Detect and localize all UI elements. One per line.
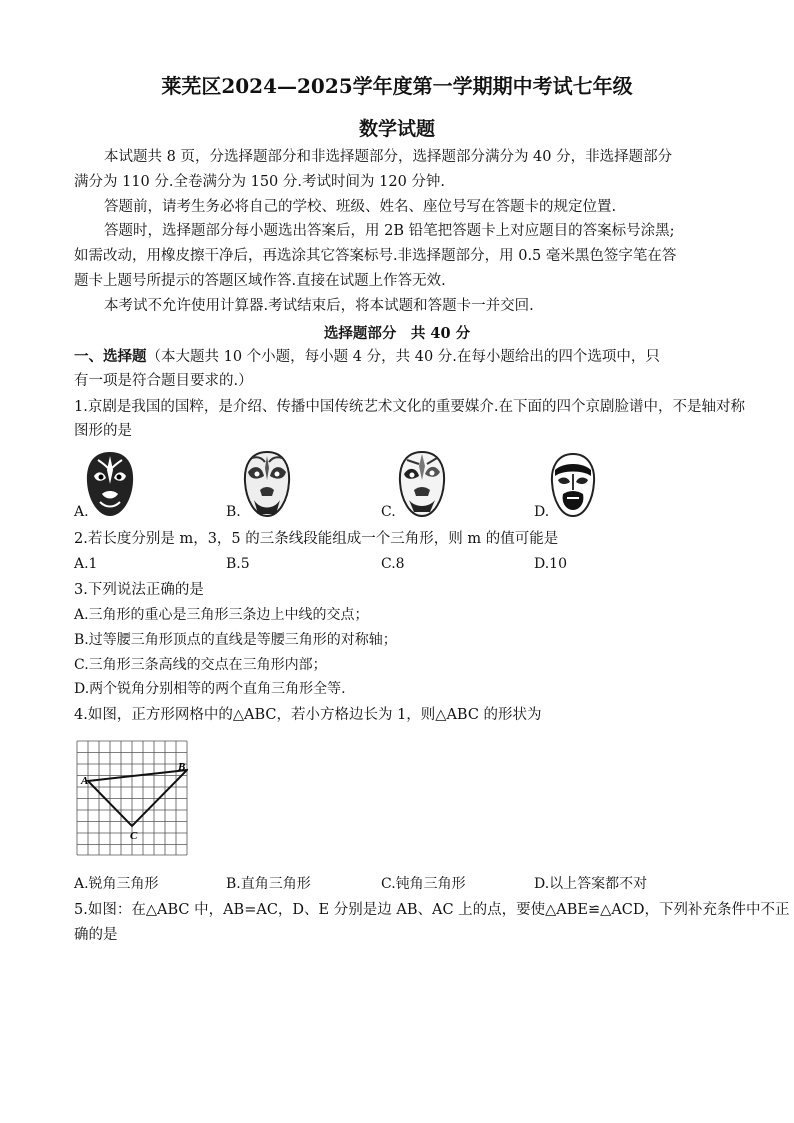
q2-option-d[interactable]: D.10 [534, 556, 567, 572]
q3-option-b[interactable]: B.过等腰三角形顶点的直线是等腰三角形的对称轴； [74, 632, 397, 648]
q1-option-b[interactable]: B. [226, 504, 241, 520]
q4-label-a: A [81, 775, 89, 787]
q3-option-a[interactable]: A.三角形的重心是三角形三条边上中线的交点； [74, 607, 369, 623]
q3-stem: 3.下列说法正确的是 [74, 582, 204, 598]
opera-mask-a-icon [84, 450, 136, 518]
part1-desc-2: 有一项是符合题目要求的.） [74, 373, 253, 389]
q4-stem: 4.如图，正方形网格中的△ABC，若小方格边长为 1，则△ABC 的形状为 [74, 707, 542, 723]
q1-option-d[interactable]: D. [534, 504, 550, 520]
q4-option-d[interactable]: D.以上答案都不对 [534, 876, 648, 892]
intro-line-6: 题卡上题号所提示的答题区域作答.直接在试题上作答无效. [74, 273, 446, 289]
intro-line-2: 满分为 110 分.全卷满分为 150 分.考试时间为 120 分钟. [74, 174, 446, 190]
q2-option-c[interactable]: C.8 [381, 556, 405, 572]
q5-stem-1: 5.如图：在△ABC 中，AB=AC，D、E 分别是边 AB、AC 上的点，要使△ABE≌△ACD，下列补充条件中不正 [74, 902, 790, 918]
q4-label-c: C [130, 830, 138, 842]
q1-option-a[interactable]: A. [74, 504, 89, 520]
q2-stem: 2.若长度分别是 m，3，5 的三条线段能组成一个三角形，则 m 的值可能是 [74, 531, 559, 547]
q2-option-b[interactable]: B.5 [226, 556, 250, 572]
q3-option-c[interactable]: C.三角形三条高线的交点在三角形内部； [74, 657, 327, 673]
q1-stem-2: 图形的是 [74, 423, 132, 439]
exam-subtitle: 数学试题 [358, 118, 435, 140]
opera-mask-c-icon [397, 450, 447, 518]
intro-line-1: 本试题共 8 页，分选择题部分和非选择题部分，选择题部分满分为 40 分，非选择题部分 [104, 149, 673, 165]
exam-title: 莱芜区2024—2025学年度第一学期期中考试七年级 [161, 74, 633, 98]
q4-option-b[interactable]: B.直角三角形 [226, 876, 311, 892]
q4-label-b: B [178, 761, 186, 773]
q4-grid-figure [76, 740, 188, 856]
q1-stem-1: 1.京剧是我国的国粹，是介绍、传播中国传统艺术文化的重要媒介.在下面的四个京剧脸谱中，不是轴对称 [74, 399, 745, 415]
part1-label: 一、选择题 [74, 348, 147, 365]
q4-option-c[interactable]: C.钝角三角形 [381, 876, 466, 892]
intro-line-4: 答题时，选择题部分每小题选出答案后，用 2B 铅笔把答题卡上对应题目的答案标号涂黑; [104, 223, 675, 239]
q4-option-a[interactable]: A.锐角三角形 [74, 876, 159, 892]
intro-line-7: 本考试不允许使用计算器.考试结束后，将本试题和答题卡一并交回. [104, 298, 534, 314]
opera-mask-d-icon [549, 452, 597, 518]
intro-line-5: 如需改动，用橡皮擦干净后，再选涂其它答案标号.非选择题部分，用 0.5 毫米黑色签字笔在答 [74, 248, 677, 264]
q1-option-c[interactable]: C. [381, 504, 396, 520]
part1-desc: （本大题共 10 个小题，每小题 4 分，共 40 分.在每小题给出的四个选项中，只 [146, 349, 660, 365]
intro-line-3: 答题前，请考生务必将自己的学校、班级、姓名、座位号写在答题卡的规定位置. [104, 199, 617, 215]
q2-option-a[interactable]: A.1 [74, 556, 98, 572]
section-header: 选择题部分 共 40 分 [323, 325, 471, 342]
opera-mask-b-icon [242, 450, 292, 518]
part1-heading [74, 347, 660, 367]
q3-option-d[interactable]: D.两个锐角分别相等的两个直角三角形全等. [74, 681, 346, 697]
q5-stem-2: 确的是 [74, 927, 118, 943]
